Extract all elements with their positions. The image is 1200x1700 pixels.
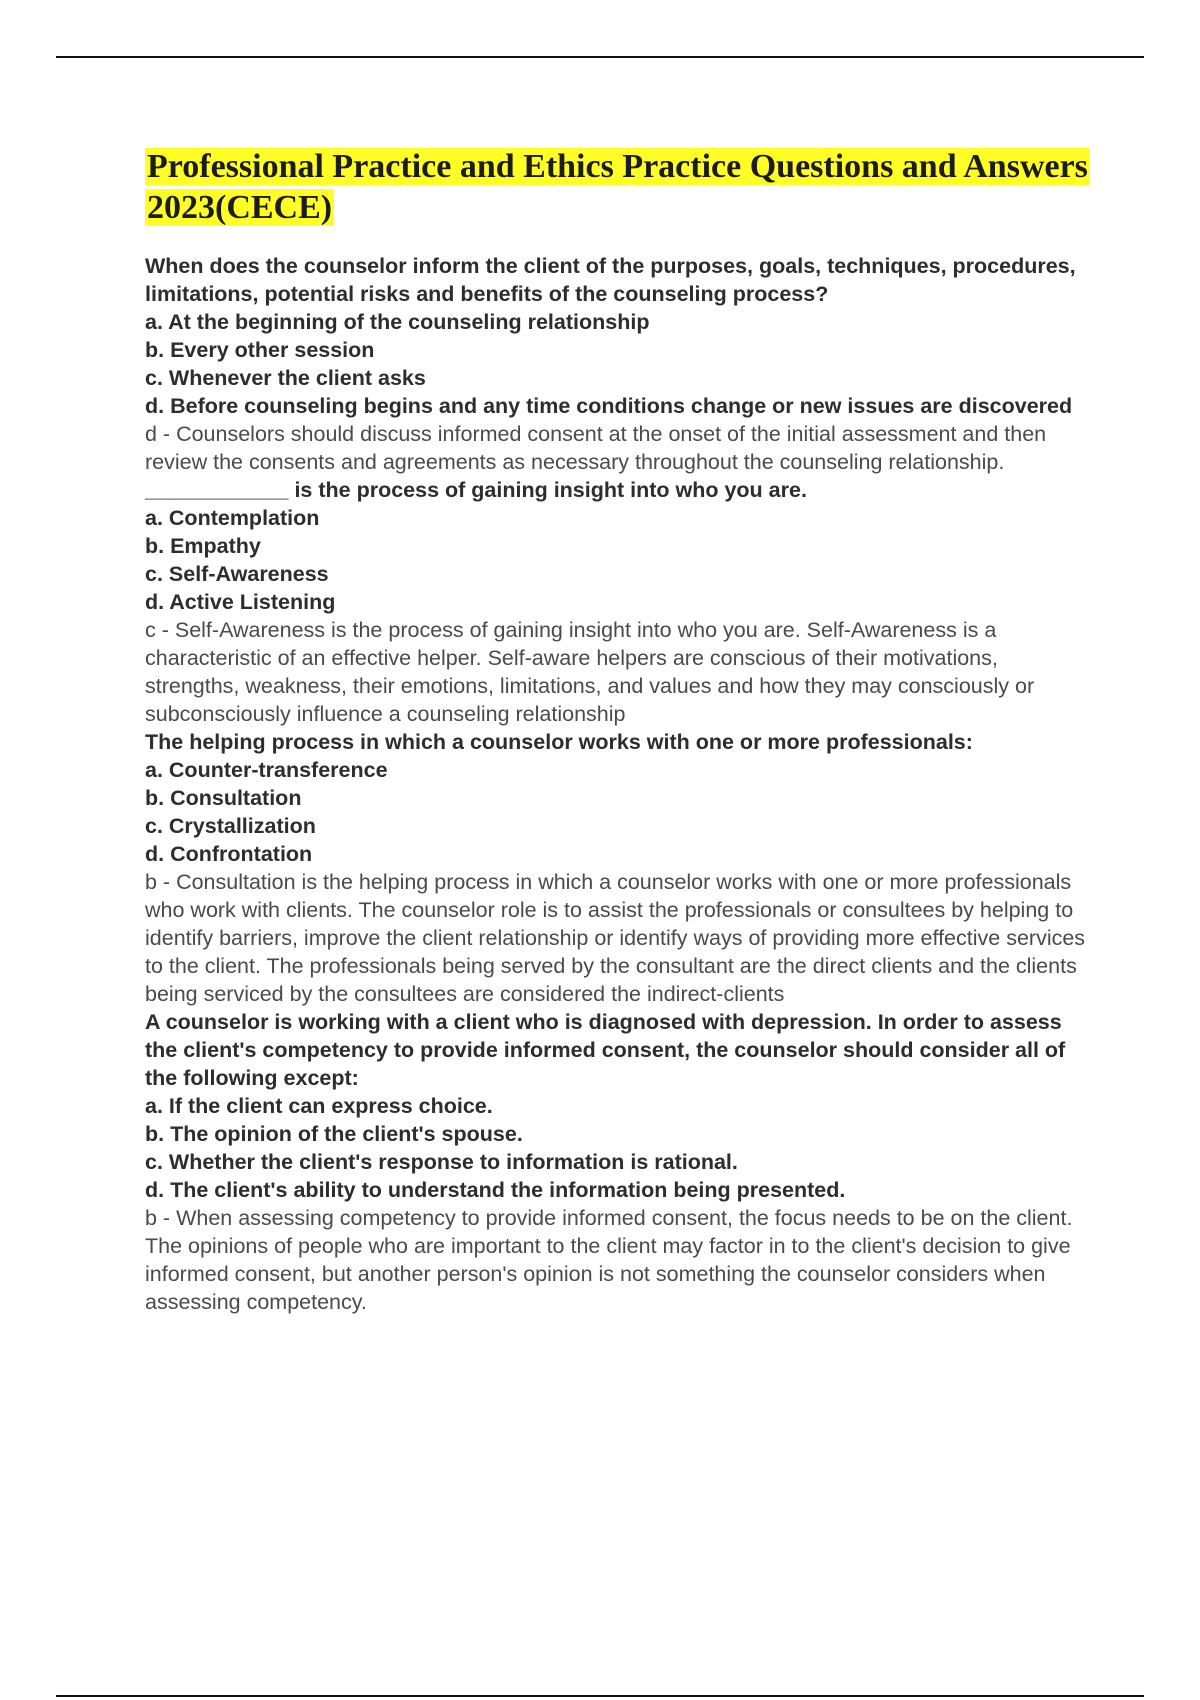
document-title <box>145 146 1095 228</box>
option-d: d. The client's ability to understand the information being presented. <box>145 1178 846 1202</box>
option-c: c. Crystallization <box>145 814 316 838</box>
option-a: a. At the beginning of the counseling relationship <box>145 310 650 334</box>
option-c: c. Whether the client's response to information is rational. <box>145 1150 738 1174</box>
option-b: b. Empathy <box>145 534 261 558</box>
question-text: A counselor is working with a client who is diagnosed with depression. In order to assess the client's competency to provide informed consent, the counselor should consider all of the following except: <box>145 1010 1066 1090</box>
answer-explanation: c - Self-Awareness is the process of gaining insight into who you are. Self-Awareness is a characteristic of an effective helper. Self-aware helpers are conscious of their motivations, strengths, weakness, their emotions, limitations, and values and how they may consciously or subconsciously influence a counseling relationship <box>145 618 1035 726</box>
question-text: ____________ is the process of gaining insight into who you are. <box>145 478 807 502</box>
qa-block-1 <box>145 252 1095 476</box>
answer-explanation: b - Consultation is the helping process in which a counselor works with one or more professionals who work with clients. The counselor role is to assist the professionals or consultees by helping to identify barriers, improve the client relationship or identify ways of providing more effective services to the client. The professionals being served by the consultant are the direct clients and the clients being serviced by the consultees are considered the indirect-clients <box>145 870 1086 1006</box>
title-highlight: Professional Practice and Ethics Practice Questions and Answers 2023(CECE) <box>147 148 1088 226</box>
option-d: d. Before counseling begins and any time conditions change or new issues are discovered <box>145 394 1073 418</box>
option-c: c. Self-Awareness <box>145 562 329 586</box>
option-b: b. The opinion of the client's spouse. <box>145 1122 523 1146</box>
option-a: a. Counter-transference <box>145 758 388 782</box>
option-b: b. Every other session <box>145 338 375 362</box>
option-d: d. Active Listening <box>145 590 336 614</box>
qa-block-2 <box>145 476 1095 728</box>
bottom-rule <box>56 1695 1144 1697</box>
option-a: a. If the client can express choice. <box>145 1094 493 1118</box>
answer-explanation: b - When assessing competency to provide informed consent, the focus needs to be on the client. The opinions of people who are important to the client may factor in to the client's decision to give informed consent, but another person's opinion is not something the counselor considers when assessing competency. <box>145 1206 1073 1314</box>
top-rule <box>56 56 1144 58</box>
option-a: a. Contemplation <box>145 506 320 530</box>
option-c: c. Whenever the client asks <box>145 366 426 390</box>
answer-explanation: d - Counselors should discuss informed consent at the onset of the initial assessment and then review the consents and agreements as necessary throughout the counseling relationship. <box>145 422 1047 474</box>
option-d: d. Confrontation <box>145 842 313 866</box>
document-body <box>145 146 1095 1316</box>
option-b: b. Consultation <box>145 786 302 810</box>
question-text: The helping process in which a counselor works with one or more professionals: <box>145 730 973 754</box>
question-text: When does the counselor inform the client of the purposes, goals, techniques, procedures, limitations, potential risks and benefits of the counseling process? <box>145 254 1076 306</box>
qa-block-4 <box>145 1008 1095 1316</box>
qa-block-3 <box>145 728 1095 1008</box>
